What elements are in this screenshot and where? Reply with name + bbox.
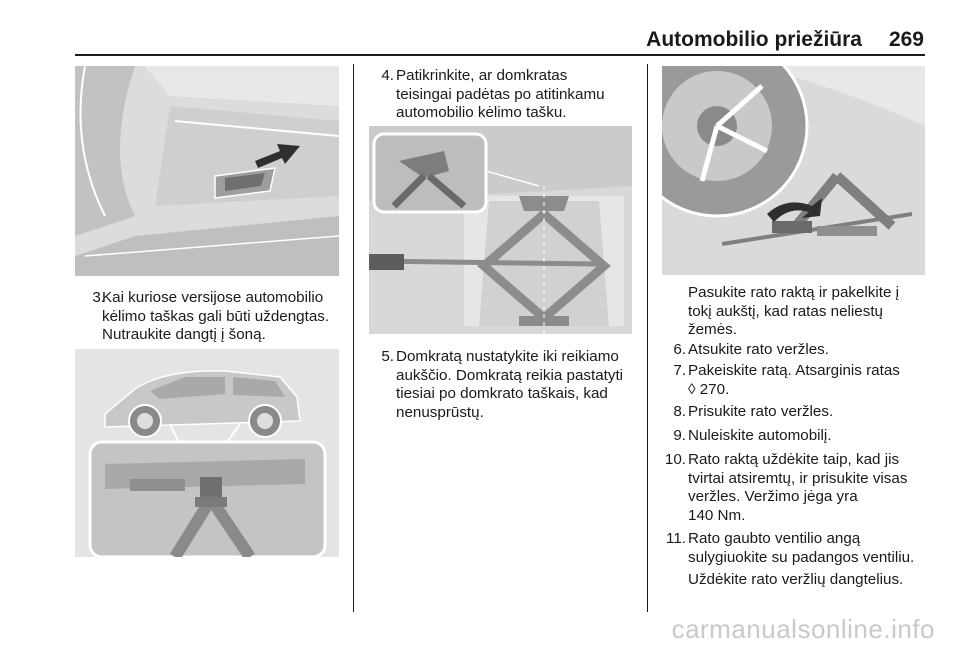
- car-jack-points-illustration: [75, 349, 339, 557]
- step-line: Pasukite rato raktą ir pakelkite į: [688, 284, 900, 301]
- step-line: 140 Nm.: [688, 506, 746, 524]
- step-text: [688, 571, 932, 590]
- step-text: [688, 427, 932, 446]
- step-number: 10.: [664, 451, 686, 468]
- step-line: nenusprūstų.: [396, 403, 484, 421]
- step-line: kėlimo taškas gali būti uždengtas.: [102, 307, 330, 325]
- step-number: 8.: [673, 403, 686, 420]
- step-text: [688, 530, 932, 567]
- sill-cover-illustration: [75, 66, 339, 276]
- step-number: 5.: [381, 348, 394, 365]
- step-text: [688, 362, 932, 399]
- step-line: sulygiuokite su padangos ventiliu.: [688, 548, 915, 566]
- step-line: Nutraukite dangtį į šoną.: [102, 326, 266, 343]
- section-title: Automobilio priežiūra: [646, 28, 862, 51]
- column-divider-right: [647, 64, 648, 612]
- figure-jack-position: [369, 126, 632, 334]
- page-reference-link[interactable]: ◊ 270.: [688, 380, 730, 398]
- step-line: teisingai padėtas po atitinkamu: [396, 85, 605, 103]
- step-line: Atsukite rato veržles.: [688, 341, 829, 358]
- figure-sill-cover: [75, 66, 339, 276]
- step-line: Domkratą nustatykite iki reikiamo: [396, 348, 619, 365]
- step-line: Rato raktą uždėkite taip, kad jis: [688, 451, 900, 468]
- step-text: [688, 403, 932, 422]
- step-line: Nuleiskite automobilį.: [688, 427, 832, 444]
- step-line: žemės.: [688, 321, 737, 338]
- page-number: 269: [888, 28, 924, 51]
- wheel-jack-illustration: [662, 66, 925, 275]
- step-number: 3.: [92, 289, 105, 306]
- step-line: Kai kuriose versijose automobilio: [102, 289, 324, 306]
- step-text: [396, 67, 641, 123]
- step-line: tokį aukštį, kad ratas neliestų: [688, 302, 884, 320]
- step-line: veržles. Veržimo jėga yra: [688, 488, 858, 505]
- step-line: Patikrinkite, ar domkratas: [396, 67, 568, 84]
- step-line: tiesiai po domkrato taškais, kad: [396, 385, 608, 402]
- step-number: 4.: [381, 67, 394, 84]
- step-number: 9.: [673, 427, 686, 444]
- step-text: [688, 341, 932, 360]
- step-line: Uždėkite rato veržlių dangtelius.: [688, 571, 904, 588]
- step-text: [102, 289, 352, 345]
- step-line: tvirtai atsiremtų, ir prisukite visas: [688, 469, 908, 487]
- step-line: aukščio. Domkratą reikia pastatyti: [396, 366, 624, 384]
- figure-car-jack-points: [75, 349, 339, 557]
- figure-wheel-jack: [662, 66, 925, 275]
- step-line: Pakeiskite ratą. Atsarginis ratas: [688, 362, 900, 379]
- column-divider-left: [353, 64, 354, 612]
- step-number: 7.: [673, 362, 686, 379]
- header-rule: [75, 54, 925, 56]
- step-line: Prisukite rato veržles.: [688, 403, 834, 420]
- step-number: 6.: [673, 341, 686, 358]
- jack-position-illustration: [369, 126, 632, 334]
- step-text: [688, 284, 932, 340]
- step-number: 11.: [666, 530, 686, 547]
- step-text: [688, 451, 932, 525]
- step-text: [396, 348, 646, 422]
- step-line: automobilio kėlimo tašku.: [396, 104, 567, 121]
- watermark: carmanualsonline.info: [671, 614, 935, 644]
- step-line: Rato gaubto ventilio angą: [688, 530, 861, 547]
